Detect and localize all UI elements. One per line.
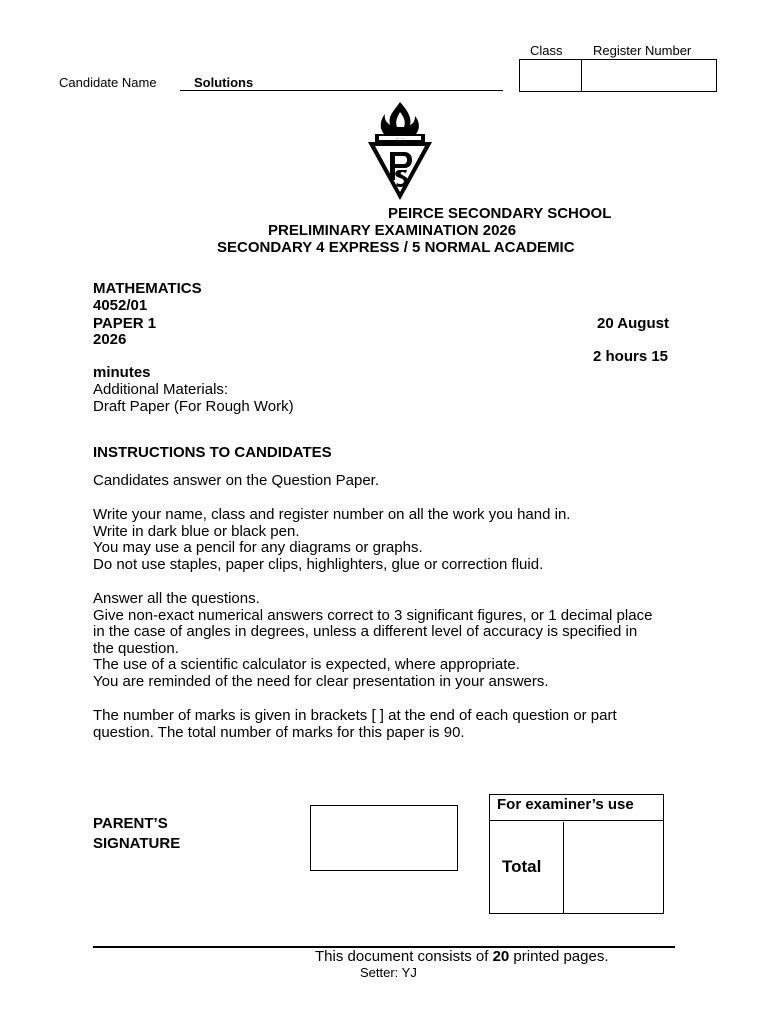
paper-number: PAPER 1 bbox=[93, 315, 157, 332]
register-number-label: Register Number bbox=[593, 43, 692, 58]
instruction-line: Write your name, class and register number on all the work you hand in. bbox=[93, 506, 571, 523]
school-crest-torch-icon bbox=[360, 100, 440, 202]
exam-duration-cont: minutes bbox=[93, 364, 151, 381]
subject: MATHEMATICS bbox=[93, 280, 202, 297]
instruction-line: The number of marks is given in brackets [ ] at the end of each question or part bbox=[93, 707, 617, 724]
setter: Setter: YJ bbox=[360, 965, 417, 980]
paper-code: 4052/01 bbox=[93, 297, 148, 314]
exam-duration: 2 hours 15 bbox=[593, 348, 669, 365]
instructions-paragraph-4 bbox=[93, 708, 693, 741]
candidate-name-value: Solutions bbox=[194, 75, 254, 90]
svg-text:· · · ·: · · · · bbox=[395, 136, 405, 141]
instruction-line: Do not use staples, paper clips, highlighters, glue or correction fluid. bbox=[93, 555, 544, 573]
instructions-paragraph-2 bbox=[93, 507, 693, 573]
materials-label: Additional Materials: bbox=[93, 381, 229, 398]
parent-signature-box[interactable] bbox=[310, 805, 458, 871]
instruction-line: Give non-exact numerical answers correct to 3 significant figures, or 1 decimal place bbox=[93, 606, 653, 624]
instruction-line: You may use a pencil for any diagrams or graphs. bbox=[93, 539, 423, 556]
examiner-use-heading: For examiner’s use bbox=[490, 795, 663, 821]
examiner-box-divider bbox=[563, 822, 564, 913]
parent-signature-label-line2: SIGNATURE bbox=[93, 835, 181, 852]
page-count-prefix: This document consists of bbox=[315, 948, 493, 965]
total-label: Total bbox=[502, 857, 542, 876]
page-count-suffix: printed pages. bbox=[509, 948, 609, 965]
instruction-line: in the case of angles in degrees, unless a different level of accuracy is specified in bbox=[93, 623, 638, 640]
instruction-line: The use of a scientific calculator is expected, where appropriate. bbox=[93, 656, 520, 673]
school-name: PEIRCE SECONDARY SCHOOL bbox=[388, 205, 612, 222]
exam-level: SECONDARY 4 EXPRESS / 5 NORMAL ACADEMIC bbox=[217, 239, 575, 256]
class-register-divider bbox=[581, 60, 582, 91]
page-count-note bbox=[315, 948, 609, 965]
instructions-heading: INSTRUCTIONS TO CANDIDATES bbox=[93, 444, 332, 461]
page-count: 20 bbox=[492, 948, 510, 965]
materials: Draft Paper (For Rough Work) bbox=[93, 398, 294, 415]
class-label: Class bbox=[530, 43, 563, 58]
parent-signature-label-line1: PARENT’S bbox=[93, 815, 168, 832]
candidate-name-underline bbox=[180, 90, 503, 91]
instruction-line: the question. bbox=[93, 639, 179, 657]
instruction-line: question. The total number of marks for this paper is 90. bbox=[93, 723, 465, 741]
exam-title: PRELIMINARY EXAMINATION 2026 bbox=[268, 222, 517, 239]
instructions-paragraph-3 bbox=[93, 591, 693, 690]
candidate-name-label: Candidate Name bbox=[59, 75, 157, 90]
instruction-line: Answer all the questions. bbox=[93, 590, 260, 607]
exam-date: 20 August bbox=[597, 315, 669, 332]
instruction-line: You are reminded of the need for clear presentation in your answers. bbox=[93, 672, 549, 690]
instructions-paragraph-1: Candidates answer on the Question Paper. bbox=[93, 472, 380, 489]
instruction-line: Write in dark blue or black pen. bbox=[93, 522, 300, 540]
exam-year: 2026 bbox=[93, 331, 127, 348]
examiner-use-box bbox=[489, 794, 664, 914]
class-register-box bbox=[519, 59, 717, 92]
